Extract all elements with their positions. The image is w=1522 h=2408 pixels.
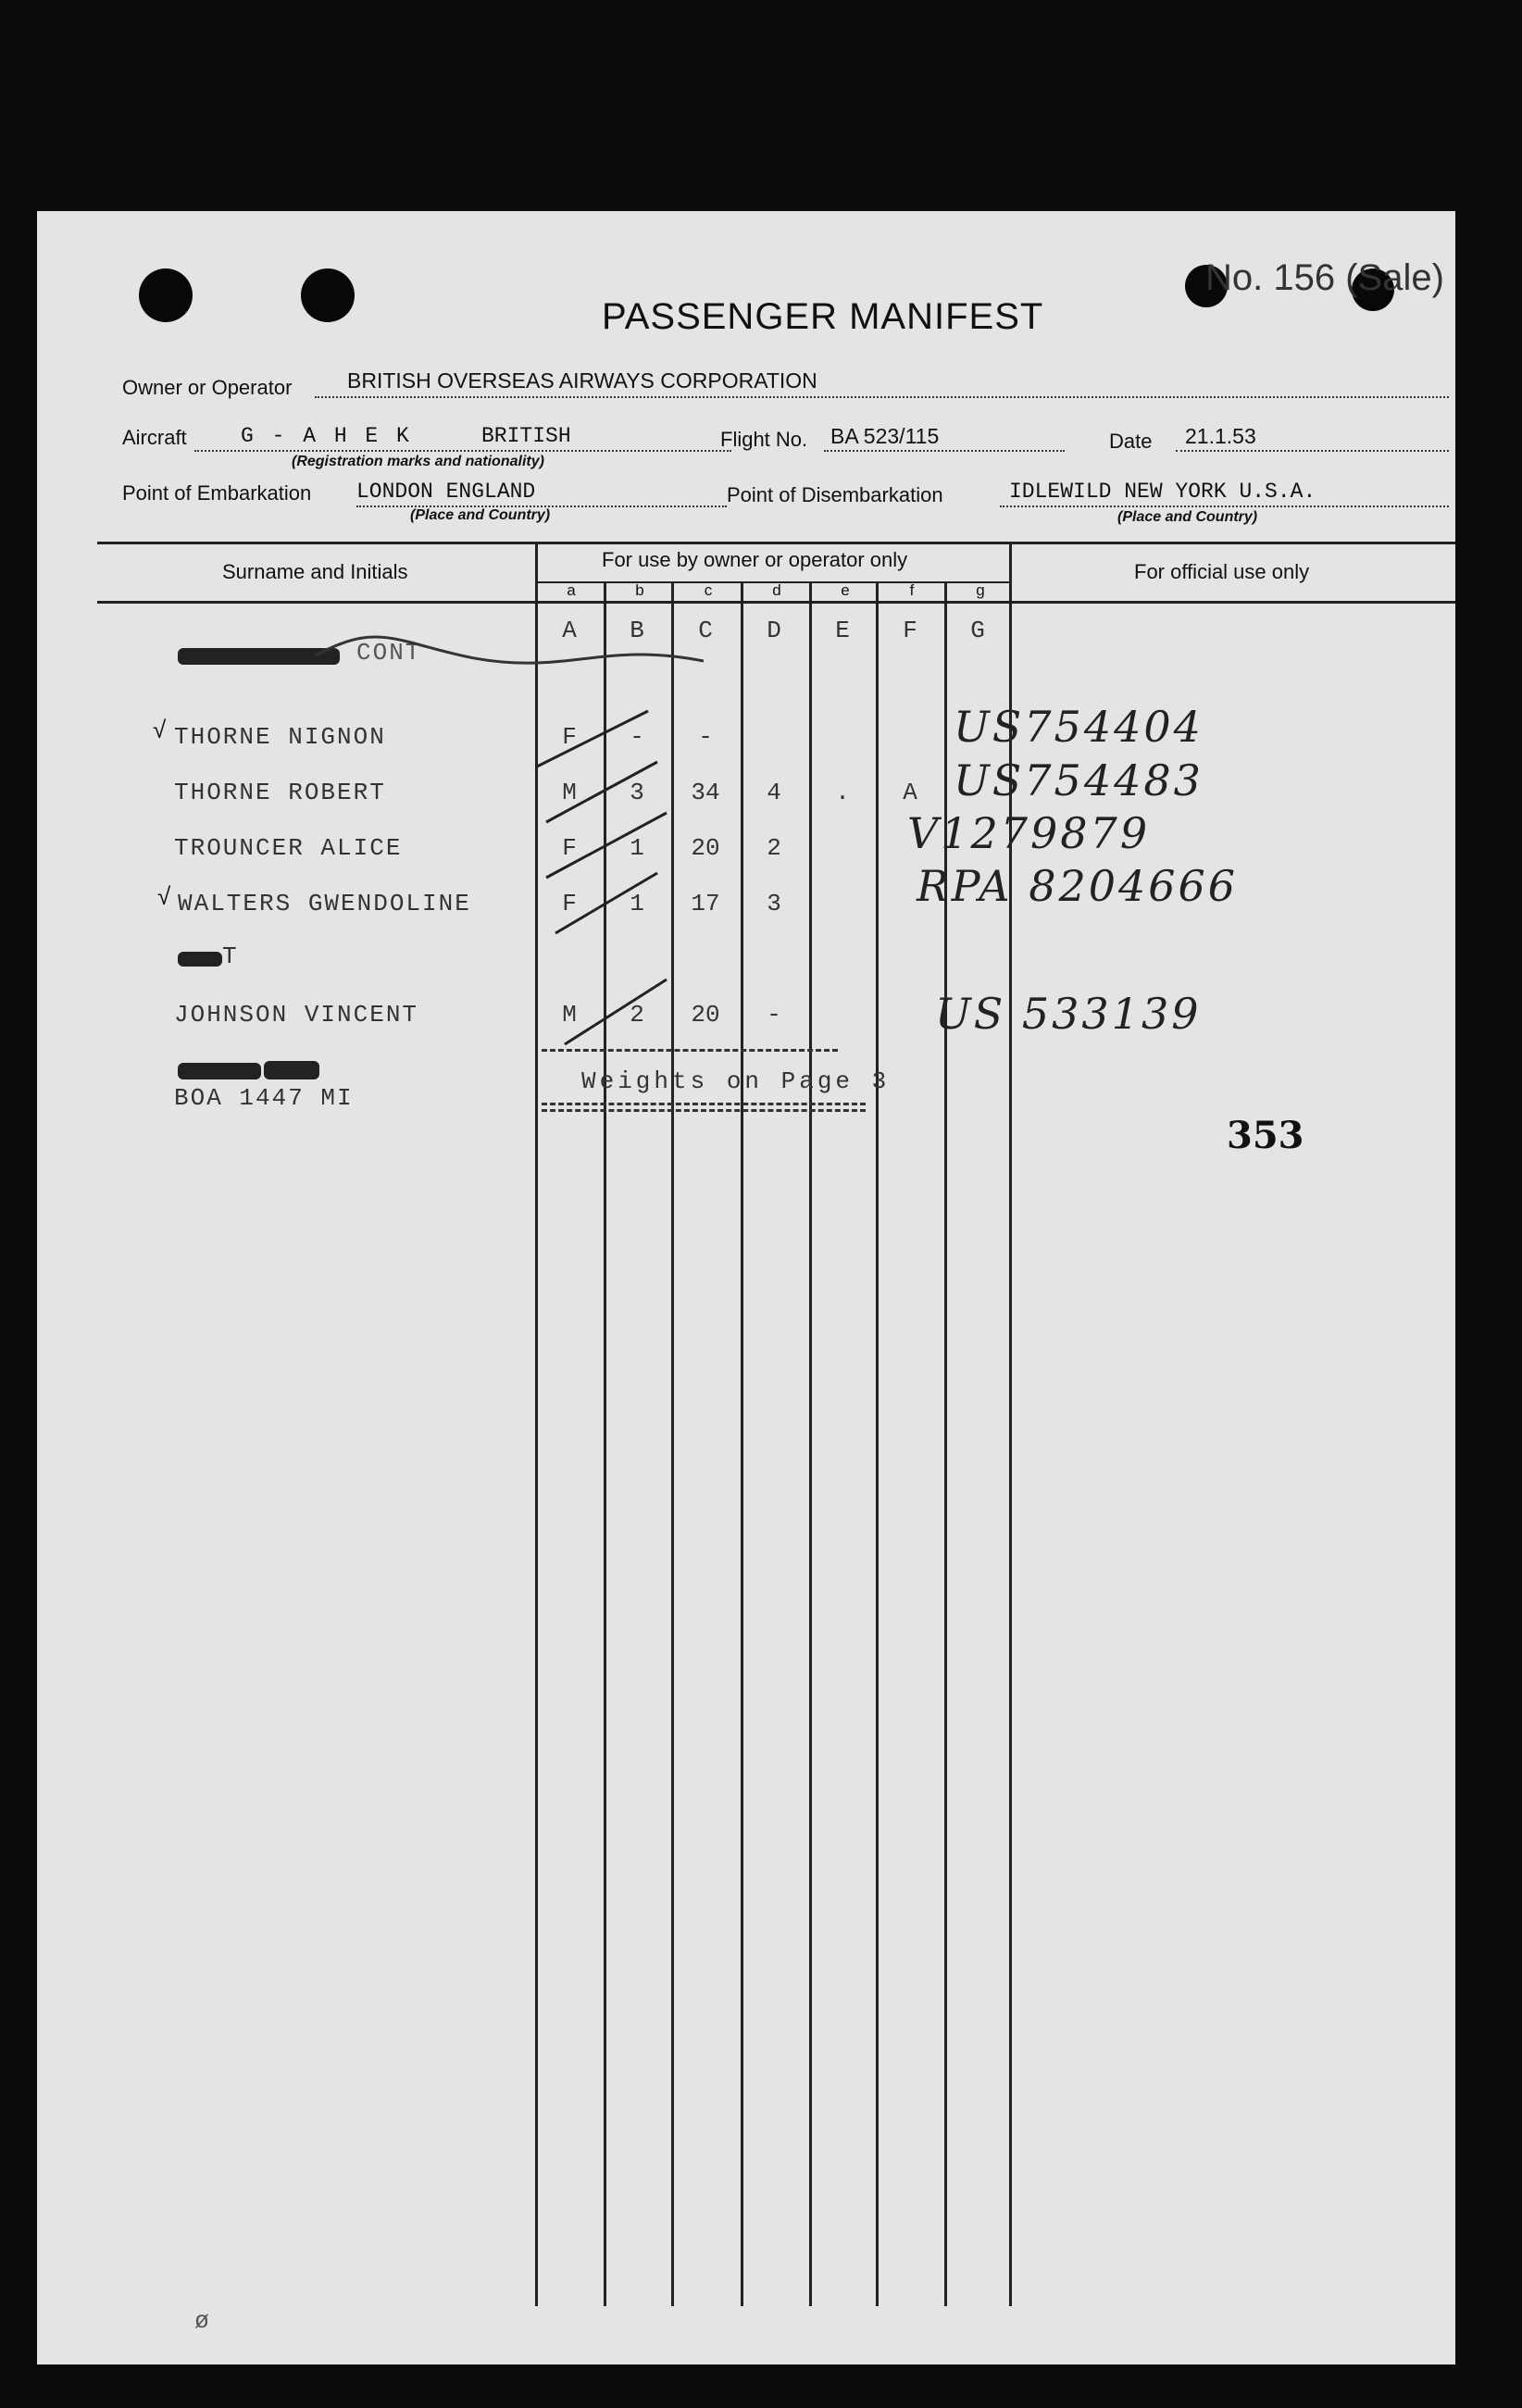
tick-marks [518, 674, 704, 1063]
col-official-header: For official use only [1134, 560, 1310, 583]
table-head-rule [97, 601, 1455, 604]
aircraft-label: Aircraft [122, 426, 187, 449]
cell-b: 1 [630, 890, 644, 917]
cell-c: - [698, 723, 713, 751]
cell-a: F [562, 723, 577, 751]
subcol-a: a [567, 581, 576, 599]
check-mark: √ [157, 882, 171, 910]
owner-value: BRITISH OVERSEAS AIRWAYS CORPORATION [347, 368, 817, 393]
cell-e: . [835, 779, 850, 806]
passenger-name: CONT [356, 639, 422, 667]
form-number: No. 156 (Sale) [1205, 257, 1444, 298]
passenger-name: TROUNCER ALICE [174, 834, 403, 862]
punch-hole-2 [301, 268, 355, 322]
weights-note: Weights on Page 3 [581, 1067, 891, 1095]
cell-b: - [630, 723, 644, 751]
cell-d: 2 [767, 834, 781, 862]
disembark-note: (Place and Country) [1117, 509, 1258, 525]
col-d-e-line [809, 581, 812, 2306]
passenger-name: T [222, 942, 239, 970]
subcol-d: d [772, 581, 781, 599]
punch-hole-1 [139, 268, 193, 322]
manifest-sheet [37, 211, 1455, 2364]
passenger-name: THORNE NIGNON [174, 723, 386, 751]
cell-b: 3 [630, 779, 644, 806]
disembark-value: IDLEWILD NEW YORK U.S.A. [1009, 480, 1316, 504]
col-owner-header: For use by owner or operator only [602, 548, 908, 571]
disembark-label: Point of Disembarkation [727, 483, 943, 506]
official-entry: RPA 8204666 [917, 861, 1239, 911]
aircraft-value: G - A H E K [241, 424, 412, 448]
cell-f: A [903, 779, 917, 806]
footer-name: BOA 1447 MI [174, 1084, 354, 1112]
subcol-g: g [976, 581, 985, 599]
embark-value: LONDON ENGLAND [356, 480, 536, 504]
typed-col-g: G [970, 617, 985, 644]
cell-c: 34 [691, 779, 720, 806]
stray-mark: ø [194, 2305, 209, 2333]
cell-d: - [767, 1001, 781, 1029]
cell-a: M [562, 1001, 577, 1029]
check-mark: √ [153, 716, 167, 743]
dash-rule-top [542, 1049, 838, 1052]
subcol-e: e [841, 581, 850, 599]
cell-b: 2 [630, 1001, 644, 1029]
date-value: 21.1.53 [1185, 424, 1256, 448]
redaction-mark [178, 1063, 261, 1079]
typed-col-f: F [903, 617, 917, 644]
col-official-left-line [1009, 542, 1012, 2306]
cell-d: 4 [767, 779, 781, 806]
col-surname-header: Surname and Initials [222, 560, 408, 583]
owner-label: Owner or Operator [122, 376, 293, 399]
strike-through-line [315, 628, 704, 674]
col-e-f-line [876, 581, 879, 2306]
flight-label: Flight No. [720, 428, 808, 451]
subcol-c: c [704, 581, 713, 599]
embark-note: (Place and Country) [410, 507, 551, 523]
cell-c: 17 [691, 890, 720, 917]
double-rule [542, 1109, 866, 1112]
official-entry: US754404 [954, 702, 1204, 752]
official-entry: V1279879 [907, 808, 1151, 858]
subcol-f: f [909, 581, 915, 599]
passenger-name: JOHNSON VINCENT [174, 1001, 419, 1029]
redaction-mark [264, 1061, 319, 1079]
col-c-d-line [741, 581, 743, 2306]
nationality-value: BRITISH [481, 424, 571, 448]
table-top-rule [97, 542, 1455, 544]
cell-c: 20 [691, 1001, 720, 1029]
cell-a: F [562, 890, 577, 917]
redaction-mark [178, 952, 222, 967]
form-title: PASSENGER MANIFEST [602, 296, 1044, 337]
official-entry: US 533139 [935, 989, 1202, 1039]
embark-label: Point of Embarkation [122, 481, 312, 505]
double-rule [542, 1103, 866, 1105]
typed-col-e: E [835, 617, 850, 644]
typed-col-b: B [630, 617, 644, 644]
cell-a: M [562, 779, 577, 806]
aircraft-note: (Registration marks and nationality) [292, 454, 544, 469]
typed-col-c: C [698, 617, 713, 644]
flight-value: BA 523/115 [830, 424, 940, 448]
typed-col-d: D [767, 617, 781, 644]
passenger-name: WALTERS GWENDOLINE [178, 890, 471, 917]
page-stamp: 353 [1227, 1114, 1304, 1157]
cell-a: F [562, 834, 577, 862]
cell-b: 1 [630, 834, 644, 862]
typed-col-a: A [562, 617, 577, 644]
cell-c: 20 [691, 834, 720, 862]
subcol-b: b [635, 581, 644, 599]
date-label: Date [1109, 430, 1153, 453]
cell-d: 3 [767, 890, 781, 917]
passenger-name: THORNE ROBERT [174, 779, 386, 806]
official-entry: US754483 [954, 755, 1204, 805]
